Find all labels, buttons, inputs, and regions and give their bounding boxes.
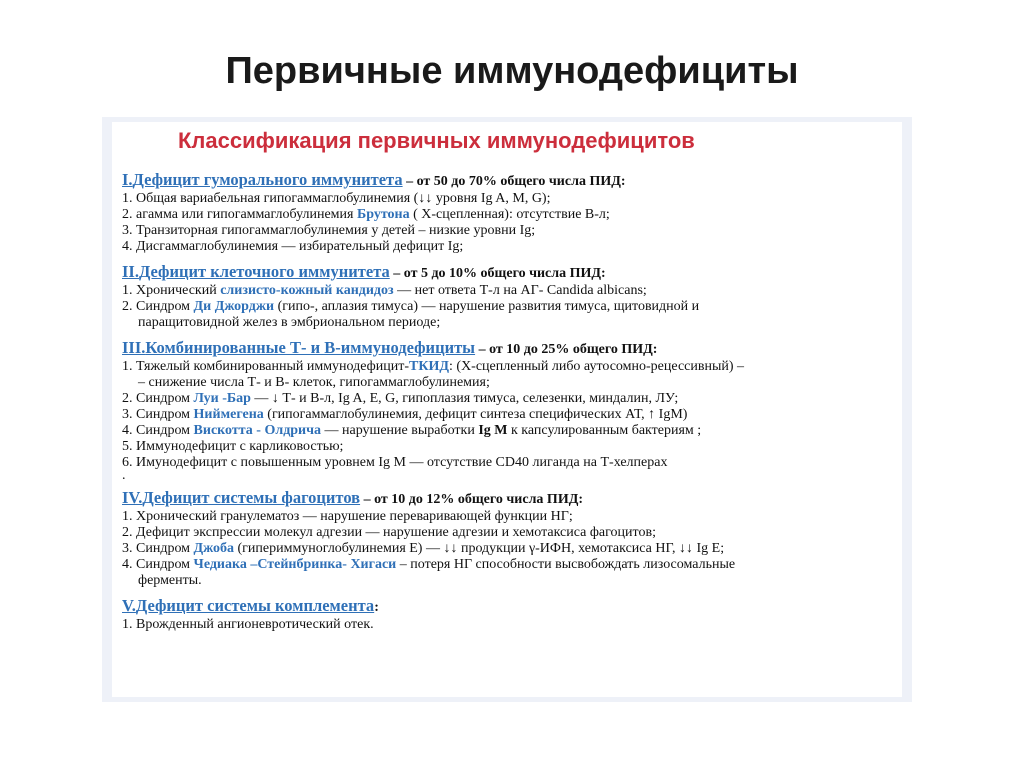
item-text: (гипо-, аплазия тимуса) — нарушение развития тимуса, щитовидной и <box>274 299 700 314</box>
item-text: 2. Дефицит экспрессии молекул адгезии — нарушение адгезии и хемотаксиса фагоцитов; <box>122 525 656 540</box>
section-number: IV. <box>122 488 143 507</box>
list-item <box>122 455 892 471</box>
item-highlight: Чедиака –Стейнбринка- Хигаси <box>193 557 397 572</box>
item-text: — нарушение выработки <box>321 423 479 438</box>
list-item <box>122 468 892 483</box>
classification-list <box>122 170 892 640</box>
list-item <box>122 423 892 439</box>
item-text: 1. Хронический гранулематоз — нарушение переваривающей функции НГ; <box>122 509 573 524</box>
item-highlight: Ди Джорджи <box>193 299 275 314</box>
item-highlight: ТКИД <box>409 359 450 374</box>
section-heading <box>122 596 892 617</box>
item-text: ( X-сцепленная): отсутствие В-л; <box>409 207 610 222</box>
item-text: 4. Синдром <box>122 423 194 438</box>
item-text: 1. Врожденный ангионевротический отек. <box>122 617 374 632</box>
section <box>122 488 892 589</box>
item-emphasis: Ig M <box>478 423 508 438</box>
list-item <box>122 299 892 315</box>
item-text: 3. Синдром <box>122 541 194 556</box>
item-text: 1. Хронический <box>122 283 221 298</box>
item-text: : (X-сцепленный либо аутосомно-рецессивный) – <box>449 359 745 374</box>
classification-title: Классификация первичных иммунодефицитов <box>178 128 695 153</box>
section-name: Комбинированные Т- и В-иммунодефициты <box>145 338 476 357</box>
item-text: 1. Тяжелый комбинированный иммунодефицит- <box>122 359 409 374</box>
list-item <box>122 439 892 455</box>
section-heading <box>122 170 892 191</box>
item-text: паращитовидной желез в эмбриональном периоде; <box>138 315 441 330</box>
item-text: 3. Синдром <box>122 407 194 422</box>
list-item <box>122 375 892 391</box>
item-highlight: Вискотта - Олдрича <box>193 423 322 438</box>
list-item <box>122 525 892 541</box>
item-text: — ↓ Т- и В-л, Ig A, E, G, гипоплазия тимуса, селезенки, миндалин, ЛУ; <box>250 391 679 406</box>
item-text: – снижение числа Т- и В- клеток, гипогаммаглобулинемия; <box>138 375 490 390</box>
item-text: (гипериммуноглобулинемия Е) — ↓↓ продукции γ-ИФН, хемотаксиса НГ, ↓↓ Ig E; <box>233 541 725 556</box>
item-highlight: слизисто-кожный кандидоз <box>220 283 394 298</box>
item-text: 2. Синдром <box>122 299 194 314</box>
section-number: I. <box>122 170 133 189</box>
list-item <box>122 223 892 239</box>
list-item <box>122 557 892 573</box>
list-item <box>122 617 892 633</box>
section-number: III. <box>122 338 146 357</box>
item-highlight: Ниймегена <box>193 407 264 422</box>
list-item <box>122 191 892 207</box>
section-heading <box>122 488 892 509</box>
item-text: к капсулированным бактериям ; <box>507 423 702 438</box>
item-text: 4. Синдром <box>122 557 194 572</box>
item-text: 1. Общая вариабельная гипогаммаглобулинемия (↓↓ уровня Ig A, M, G); <box>122 191 551 206</box>
list-item <box>122 391 892 407</box>
section-name: Дефицит гуморального иммунитета <box>132 170 403 189</box>
section-title <box>122 262 390 281</box>
list-item <box>122 407 892 423</box>
item-text: ферменты. <box>138 573 202 588</box>
section <box>122 262 892 331</box>
section-name: Дефицит клеточного иммунитета <box>138 262 390 281</box>
list-item <box>122 541 892 557</box>
section-name: Дефицит системы комплемента <box>135 596 375 615</box>
section <box>122 338 892 481</box>
slide-title: Первичные иммунодефициты <box>225 50 799 92</box>
item-text: 4. Дисгаммаглобулинемия — избирательный дефицит Ig; <box>122 239 464 254</box>
section-title <box>122 488 360 507</box>
section-heading <box>122 338 892 359</box>
list-item <box>122 573 892 589</box>
item-text: 3. Транзиторная гипогаммаглобулинемия у детей – низкие уровни Ig; <box>122 223 536 238</box>
section-share: – от 50 до 70% общего числа ПИД: <box>402 174 626 189</box>
list-item <box>122 207 892 223</box>
section-number: V. <box>122 596 136 615</box>
section-heading <box>122 262 892 283</box>
list-item <box>122 239 892 255</box>
list-item <box>122 359 892 375</box>
section-number: II. <box>122 262 139 281</box>
section-name: Дефицит системы фагоцитов <box>142 488 361 507</box>
section-title <box>122 170 403 189</box>
item-text: 2. агамма или гипогаммаглобулинемия <box>122 207 357 222</box>
section-title <box>122 596 374 615</box>
item-text: (гипогаммаглобулинемия, дефицит синтеза специфических АТ, ↑ IgM) <box>263 407 688 422</box>
section-share: – от 10 до 25% общего ПИД: <box>475 342 658 357</box>
section <box>122 596 892 633</box>
item-highlight: Брутона <box>356 207 410 222</box>
section-share: – от 5 до 10% общего числа ПИД: <box>389 266 606 281</box>
section <box>122 170 892 255</box>
list-item <box>122 315 892 331</box>
item-text: . <box>122 468 126 483</box>
item-text: 2. Синдром <box>122 391 194 406</box>
list-item <box>122 283 892 299</box>
item-highlight: Джоба <box>193 541 234 556</box>
item-text: — нет ответа Т-л на АГ- Candida albicans; <box>393 283 647 298</box>
section-title <box>122 338 475 357</box>
item-text: 5. Иммунодефицит с карликовостью; <box>122 439 344 454</box>
item-highlight: Луи -Бар <box>193 391 251 406</box>
section-share: – от 10 до 12% общего числа ПИД: <box>360 492 583 507</box>
item-text: – потеря НГ способности высвобождать лизосомальные <box>396 557 736 572</box>
section-share: : <box>374 600 379 615</box>
list-item <box>122 509 892 525</box>
item-text: 6. Имунодефицит с повышенным уровнем Ig M — отсутствие CD40 лиганда на Т-хелперах <box>122 455 668 470</box>
